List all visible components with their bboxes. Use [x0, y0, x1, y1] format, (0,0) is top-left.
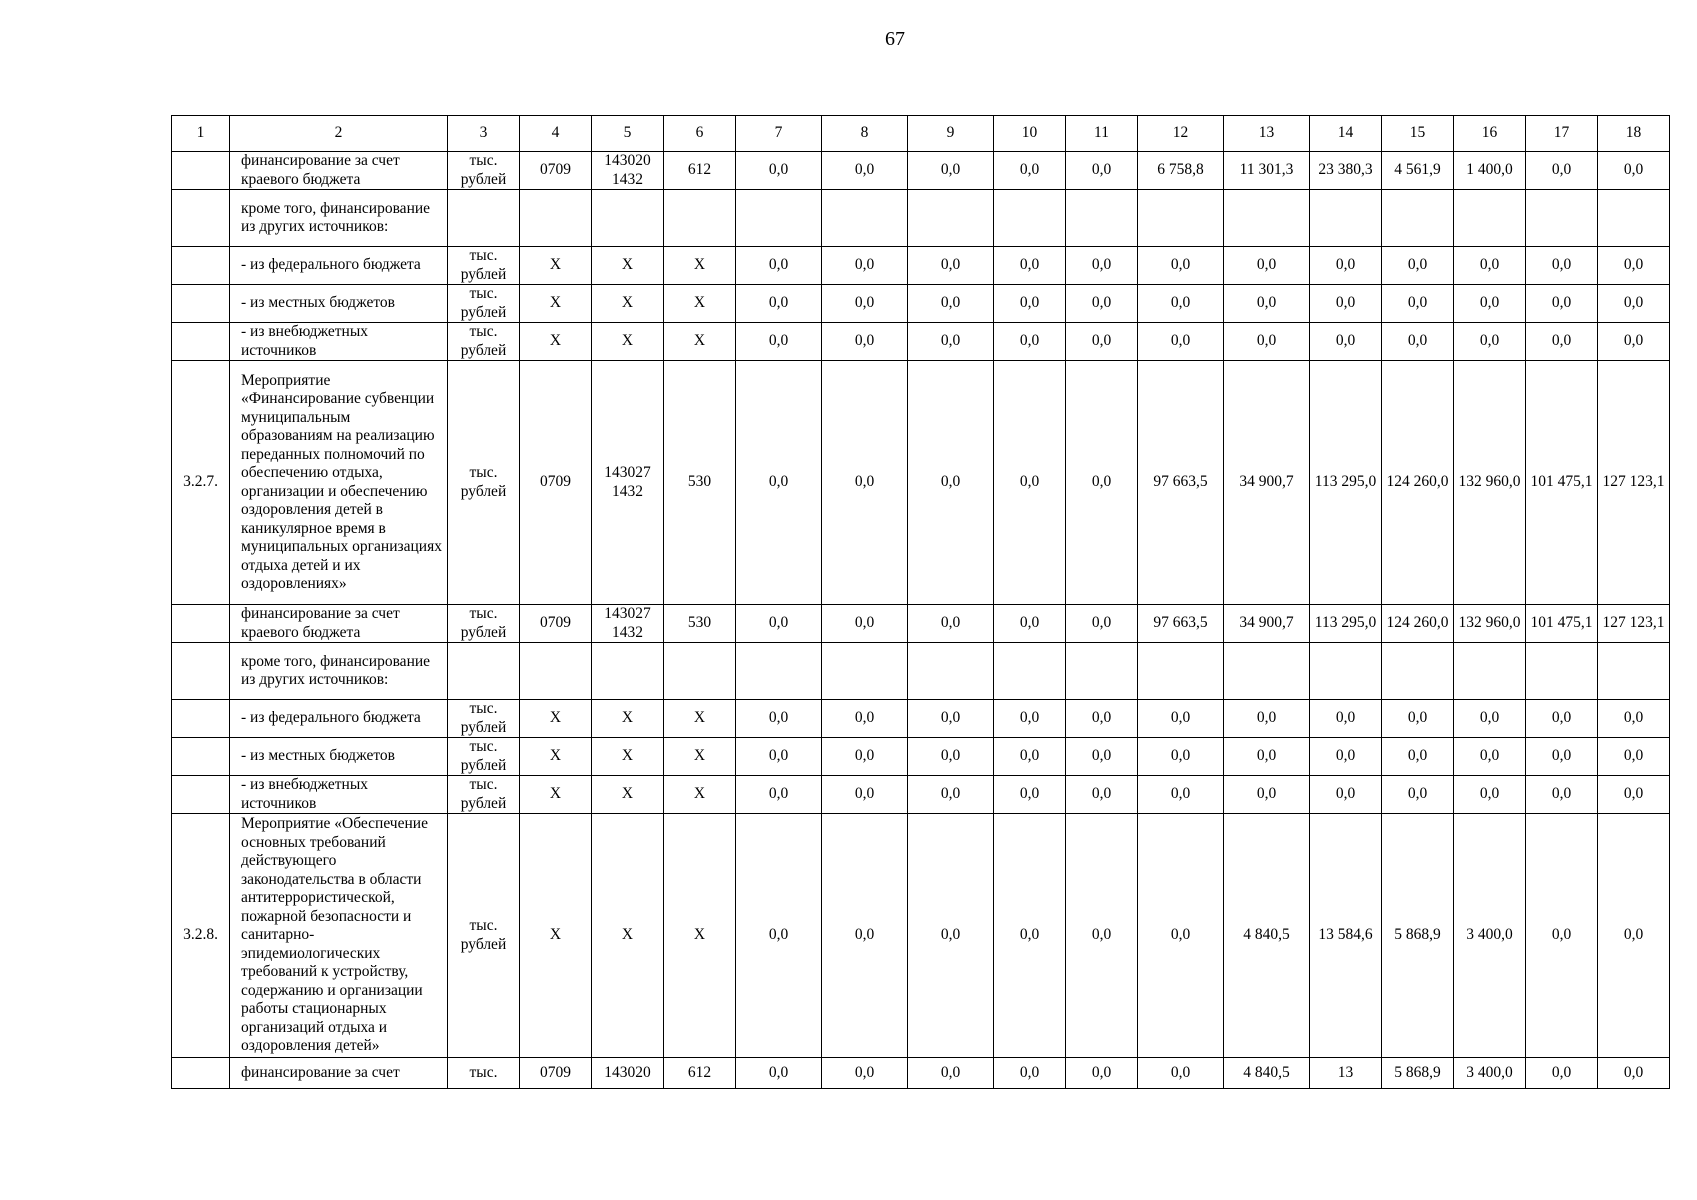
table-cell: тыс.	[448, 1058, 520, 1089]
column-header: 4	[520, 116, 592, 152]
table-cell: 5 868,9	[1382, 814, 1454, 1058]
table-cell	[520, 643, 592, 700]
table-row	[172, 152, 1670, 190]
header-row	[172, 116, 1670, 152]
table-cell: тыс. рублей	[448, 152, 520, 190]
table-cell	[1138, 190, 1224, 247]
table-cell: 0,0	[1224, 323, 1310, 361]
table-cell: 0,0	[1526, 814, 1598, 1058]
item-number-cell	[172, 152, 230, 190]
table-cell: X	[520, 700, 592, 738]
table-cell	[664, 190, 736, 247]
table-cell: 0,0	[1598, 738, 1670, 776]
table-cell: X	[592, 247, 664, 285]
item-number-cell	[172, 700, 230, 738]
table-cell: 0,0	[1598, 152, 1670, 190]
column-header: 5	[592, 116, 664, 152]
column-header: 15	[1382, 116, 1454, 152]
item-number-cell	[172, 190, 230, 247]
table-cell: 4 840,5	[1224, 814, 1310, 1058]
table-cell: тыс. рублей	[448, 700, 520, 738]
table-cell: 0,0	[994, 605, 1066, 643]
column-header: 10	[994, 116, 1066, 152]
item-number-cell	[172, 323, 230, 361]
table-cell: X	[520, 323, 592, 361]
table-cell: 0,0	[908, 152, 994, 190]
column-header: 6	[664, 116, 736, 152]
table-cell: 0,0	[822, 323, 908, 361]
table-row	[172, 643, 1670, 700]
table-row	[172, 1058, 1670, 1089]
table-cell: 34 900,7	[1224, 605, 1310, 643]
table-cell: 530	[664, 361, 736, 605]
table-cell: 0,0	[1526, 285, 1598, 323]
table-cell: 0,0	[736, 738, 822, 776]
table-cell: 113 295,0	[1310, 361, 1382, 605]
table-cell: 0709	[520, 152, 592, 190]
table-cell: 0,0	[994, 247, 1066, 285]
table-cell: 0,0	[1138, 814, 1224, 1058]
column-header: 14	[1310, 116, 1382, 152]
table-cell: 0,0	[1066, 361, 1138, 605]
table-cell: тыс. рублей	[448, 738, 520, 776]
table-cell: X	[592, 323, 664, 361]
table-cell: 0,0	[1066, 247, 1138, 285]
table-cell	[592, 190, 664, 247]
table-cell: 612	[664, 152, 736, 190]
table-cell: 0,0	[994, 700, 1066, 738]
table-cell	[994, 643, 1066, 700]
table-row	[172, 190, 1670, 247]
table-cell: X	[664, 323, 736, 361]
table-cell: 0,0	[1382, 285, 1454, 323]
description-cell: кроме того, финансирование из других источников:	[230, 190, 448, 247]
table-cell: 0,0	[1224, 776, 1310, 814]
table-cell: 132 960,0	[1454, 605, 1526, 643]
table-cell: 0,0	[822, 361, 908, 605]
table-cell: 143020 1432	[592, 152, 664, 190]
table-cell	[1138, 643, 1224, 700]
table-cell: 0,0	[908, 247, 994, 285]
table-cell: X	[592, 285, 664, 323]
table-cell: X	[664, 700, 736, 738]
table-cell	[822, 643, 908, 700]
table-cell	[664, 643, 736, 700]
table-cell: X	[592, 814, 664, 1058]
table-cell: 6 758,8	[1138, 152, 1224, 190]
table-cell: 132 960,0	[1454, 361, 1526, 605]
table-cell: 143027 1432	[592, 361, 664, 605]
table-cell	[994, 190, 1066, 247]
table-cell: 0,0	[1138, 247, 1224, 285]
table-cell	[1310, 190, 1382, 247]
table-cell: 0,0	[1598, 247, 1670, 285]
table-cell	[908, 190, 994, 247]
table-cell: 0,0	[736, 776, 822, 814]
table-cell: 0,0	[1138, 738, 1224, 776]
table-cell: 0,0	[822, 605, 908, 643]
table-cell: 0,0	[822, 776, 908, 814]
table-cell: 0,0	[736, 152, 822, 190]
table-cell: 0,0	[1382, 776, 1454, 814]
table-cell: 0,0	[1526, 247, 1598, 285]
column-header: 8	[822, 116, 908, 152]
table-cell: 23 380,3	[1310, 152, 1382, 190]
item-number-cell	[172, 1058, 230, 1089]
description-cell: Мероприятие «Финансирование субвенции муниципальным образованиям на реализацию переданных полномочий по обеспечению отдыха, организации и обеспечению оздоровления детей в каникулярное время в муниципальных организациях отдыха детей и их оздоровлениях»	[230, 361, 448, 605]
table-cell: X	[664, 247, 736, 285]
table-cell: 1 400,0	[1454, 152, 1526, 190]
table-cell: 0,0	[1066, 776, 1138, 814]
table-cell: 0,0	[1526, 738, 1598, 776]
table-row	[172, 605, 1670, 643]
table-cell: 0,0	[1066, 152, 1138, 190]
table-cell: 612	[664, 1058, 736, 1089]
table-cell	[1066, 190, 1138, 247]
table-cell: 4 561,9	[1382, 152, 1454, 190]
table-cell: X	[520, 738, 592, 776]
table-cell: 0709	[520, 1058, 592, 1089]
table-cell: тыс. рублей	[448, 247, 520, 285]
table-cell: X	[520, 247, 592, 285]
table-cell: 13 584,6	[1310, 814, 1382, 1058]
item-number-cell	[172, 738, 230, 776]
table-cell: 0,0	[1598, 1058, 1670, 1089]
table-cell: 0,0	[908, 1058, 994, 1089]
description-cell: финансирование за счет краевого бюджета	[230, 605, 448, 643]
table-cell: 0,0	[908, 323, 994, 361]
table-cell: 0,0	[1598, 814, 1670, 1058]
table-cell	[448, 643, 520, 700]
column-header: 18	[1598, 116, 1670, 152]
table-cell: X	[520, 814, 592, 1058]
table-cell	[736, 643, 822, 700]
table-cell	[1598, 643, 1670, 700]
table-cell: 0,0	[1454, 700, 1526, 738]
table-cell: X	[592, 738, 664, 776]
table-cell: X	[664, 285, 736, 323]
table-cell: 0,0	[822, 285, 908, 323]
table-cell: 0,0	[1382, 738, 1454, 776]
column-header: 1	[172, 116, 230, 152]
table-cell: 113 295,0	[1310, 605, 1382, 643]
table-cell: тыс. рублей	[448, 814, 520, 1058]
table-cell	[520, 190, 592, 247]
table-cell: X	[520, 776, 592, 814]
description-cell: - из федерального бюджета	[230, 247, 448, 285]
table-cell: 97 663,5	[1138, 361, 1224, 605]
table-cell	[1224, 643, 1310, 700]
table-cell: 34 900,7	[1224, 361, 1310, 605]
description-cell: финансирование за счет краевого бюджета	[230, 152, 448, 190]
table-row	[172, 700, 1670, 738]
table-cell: 101 475,1	[1526, 605, 1598, 643]
description-cell: кроме того, финансирование из других источников:	[230, 643, 448, 700]
table-cell: тыс. рублей	[448, 323, 520, 361]
table-cell	[1454, 190, 1526, 247]
description-cell: - из местных бюджетов	[230, 285, 448, 323]
table-cell: 0,0	[822, 247, 908, 285]
table-cell: 124 260,0	[1382, 605, 1454, 643]
column-header: 12	[1138, 116, 1224, 152]
description-cell: - из федерального бюджета	[230, 700, 448, 738]
table-cell	[592, 643, 664, 700]
table-cell: 0,0	[1526, 323, 1598, 361]
table-cell: 0,0	[736, 247, 822, 285]
table-row	[172, 814, 1670, 1058]
table-cell: 0,0	[822, 814, 908, 1058]
table-cell: 0,0	[1310, 776, 1382, 814]
table-cell: 0,0	[908, 738, 994, 776]
table-cell: 0,0	[1138, 776, 1224, 814]
table-row	[172, 285, 1670, 323]
table-cell: 127 123,1	[1598, 361, 1670, 605]
table-cell: 0,0	[994, 361, 1066, 605]
table-cell: 0,0	[1382, 323, 1454, 361]
table-cell: 0,0	[1224, 700, 1310, 738]
table-cell: 0,0	[1526, 700, 1598, 738]
table-cell: 0,0	[994, 152, 1066, 190]
column-header: 7	[736, 116, 822, 152]
column-header: 2	[230, 116, 448, 152]
item-number-cell	[172, 605, 230, 643]
description-cell: финансирование за счет	[230, 1058, 448, 1089]
table-cell	[908, 643, 994, 700]
table-cell	[448, 190, 520, 247]
table-cell: 0,0	[736, 285, 822, 323]
table-cell: 143020	[592, 1058, 664, 1089]
table-cell: 0,0	[1382, 247, 1454, 285]
table-cell: 0,0	[1310, 285, 1382, 323]
table-cell: 0,0	[994, 776, 1066, 814]
table-cell: 0,0	[1382, 700, 1454, 738]
table-cell	[1598, 190, 1670, 247]
table-cell: 0,0	[1454, 776, 1526, 814]
table-cell: 0,0	[1138, 1058, 1224, 1089]
table-cell	[1382, 643, 1454, 700]
table-cell	[736, 190, 822, 247]
description-cell: Мероприятие «Обеспечение основных требований действующего законодательства в области антитеррористической, пожарной безопасности и санитарно-эпидемиологических требований к устройству, содержанию и организации работы стационарных организаций отдыха и оздоровления детей»	[230, 814, 448, 1058]
table-cell: 3 400,0	[1454, 1058, 1526, 1089]
table-cell: 4 840,5	[1224, 1058, 1310, 1089]
table-cell: 0,0	[1454, 247, 1526, 285]
table-cell: 0,0	[994, 1058, 1066, 1089]
table-cell: 0,0	[736, 605, 822, 643]
table-cell: 0,0	[908, 361, 994, 605]
description-cell: - из местных бюджетов	[230, 738, 448, 776]
table-cell: 0,0	[1066, 605, 1138, 643]
table-cell: 0,0	[994, 738, 1066, 776]
table-cell: 0,0	[736, 700, 822, 738]
table-cell: 97 663,5	[1138, 605, 1224, 643]
table-cell: 0,0	[736, 814, 822, 1058]
table-cell: 0,0	[1138, 323, 1224, 361]
table-cell: 0,0	[822, 1058, 908, 1089]
table-cell: 5 868,9	[1382, 1058, 1454, 1089]
table-cell: 0,0	[908, 285, 994, 323]
table-cell: тыс. рублей	[448, 361, 520, 605]
item-number-cell	[172, 247, 230, 285]
table-cell	[822, 190, 908, 247]
table-cell: 0,0	[1598, 776, 1670, 814]
table-cell: 0,0	[1454, 323, 1526, 361]
table-cell: 124 260,0	[1382, 361, 1454, 605]
table-row	[172, 323, 1670, 361]
item-number-cell	[172, 776, 230, 814]
table-cell: 0,0	[994, 814, 1066, 1058]
table-cell: 127 123,1	[1598, 605, 1670, 643]
table-cell: 0,0	[736, 361, 822, 605]
table-cell: 0709	[520, 361, 592, 605]
table-row	[172, 247, 1670, 285]
column-header: 9	[908, 116, 994, 152]
table-cell	[1310, 643, 1382, 700]
table-cell: 101 475,1	[1526, 361, 1598, 605]
item-number-cell	[172, 643, 230, 700]
table-cell: 0,0	[1310, 738, 1382, 776]
table-cell: 0,0	[822, 152, 908, 190]
table-cell: 11 301,3	[1224, 152, 1310, 190]
table-cell: 0,0	[1066, 285, 1138, 323]
table-cell: 0,0	[1598, 323, 1670, 361]
item-number-cell: 3.2.7.	[172, 361, 230, 605]
table-cell: 0,0	[1066, 323, 1138, 361]
table-cell: 0,0	[1224, 738, 1310, 776]
table-cell: X	[664, 738, 736, 776]
table-cell: 0,0	[1224, 247, 1310, 285]
table-row	[172, 361, 1670, 605]
table-cell	[1454, 643, 1526, 700]
table-cell: X	[592, 700, 664, 738]
table-cell: 530	[664, 605, 736, 643]
column-header: 16	[1454, 116, 1526, 152]
table-cell: 0,0	[1066, 1058, 1138, 1089]
table-cell: 0,0	[822, 738, 908, 776]
column-header: 11	[1066, 116, 1138, 152]
table-cell: 0,0	[908, 814, 994, 1058]
table-cell: 0,0	[736, 323, 822, 361]
item-number-cell: 3.2.8.	[172, 814, 230, 1058]
table-row	[172, 776, 1670, 814]
table-cell: 0,0	[1310, 700, 1382, 738]
column-header: 13	[1224, 116, 1310, 152]
table-row	[172, 738, 1670, 776]
table-cell: 0,0	[1066, 814, 1138, 1058]
table-cell: 0,0	[1526, 152, 1598, 190]
description-cell: - из внебюджетных источников	[230, 323, 448, 361]
item-number-cell	[172, 285, 230, 323]
table-cell: 0,0	[994, 323, 1066, 361]
table-cell: 0,0	[1526, 1058, 1598, 1089]
table-cell: 0,0	[1066, 700, 1138, 738]
table-cell: 0,0	[1598, 285, 1670, 323]
table-cell: X	[664, 814, 736, 1058]
table-cell: 0,0	[1310, 247, 1382, 285]
page-number: 67	[885, 28, 905, 50]
table-cell: X	[664, 776, 736, 814]
table-cell	[1066, 643, 1138, 700]
table-cell: 143027 1432	[592, 605, 664, 643]
table-cell: 0,0	[1454, 738, 1526, 776]
table-cell: 0,0	[908, 700, 994, 738]
table-cell: 0,0	[736, 1058, 822, 1089]
table-cell: 0,0	[994, 285, 1066, 323]
table-cell: тыс. рублей	[448, 605, 520, 643]
table-cell: 0,0	[1138, 285, 1224, 323]
table-cell: X	[520, 285, 592, 323]
table-cell: 0,0	[1526, 776, 1598, 814]
table-cell	[1526, 643, 1598, 700]
table-cell: X	[592, 776, 664, 814]
table-cell: 0,0	[1066, 738, 1138, 776]
table-cell: 0,0	[1138, 700, 1224, 738]
description-cell: - из внебюджетных источников	[230, 776, 448, 814]
column-header: 3	[448, 116, 520, 152]
table-cell: 0,0	[822, 700, 908, 738]
budget-table	[171, 115, 1670, 1089]
table-cell: 3 400,0	[1454, 814, 1526, 1058]
table-cell: тыс. рублей	[448, 285, 520, 323]
table-cell: 0,0	[1310, 323, 1382, 361]
table-cell: 0,0	[1224, 285, 1310, 323]
table-cell: тыс. рублей	[448, 776, 520, 814]
table-cell: 0,0	[1598, 700, 1670, 738]
table-cell: 0709	[520, 605, 592, 643]
table-cell: 0,0	[908, 776, 994, 814]
table-cell: 13	[1310, 1058, 1382, 1089]
table-cell: 0,0	[908, 605, 994, 643]
table-cell	[1526, 190, 1598, 247]
column-header: 17	[1526, 116, 1598, 152]
table-cell	[1224, 190, 1310, 247]
table-cell	[1382, 190, 1454, 247]
table-cell: 0,0	[1454, 285, 1526, 323]
